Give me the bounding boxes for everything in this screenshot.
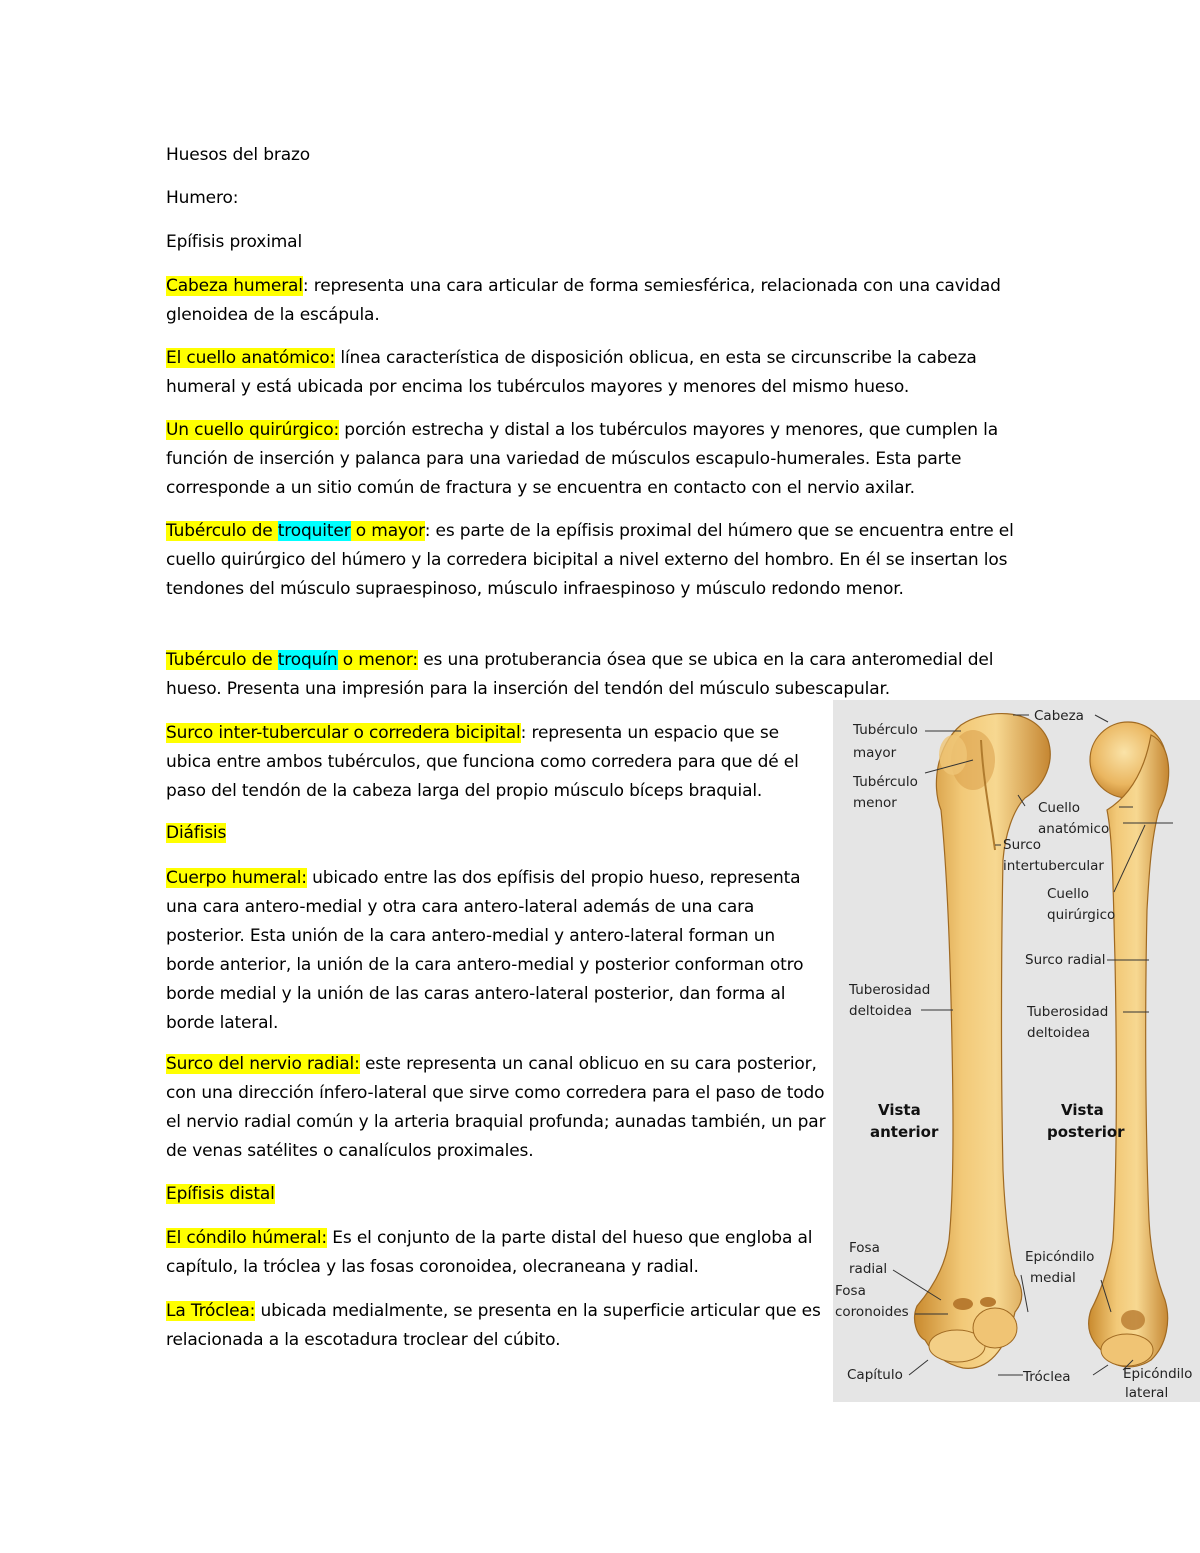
label-fosa-radial-2: radial — [849, 1261, 888, 1277]
term-highlight: El cóndilo húmeral: — [166, 1228, 328, 1248]
term-highlight: Tubérculo de — [166, 650, 278, 670]
label-surco-intertubercular-2: intertubercular — [1003, 858, 1104, 874]
paragraph-surco-nervio-radial — [166, 1050, 826, 1166]
paragraph-text: porción estrecha y distal a los tubérculos mayores y menores, que cumplen la función de inserción y palanca para una variedad de músculos escapulo-humerales. Esta parte corresponde a un sitio común de fractura y se encuentra en contacto con el nervio axilar. — [166, 420, 998, 498]
label-cabeza: Cabeza — [1034, 708, 1084, 724]
label-epicondilo-medial-2: medial — [1030, 1270, 1076, 1286]
document-subtitle: Humero: — [166, 188, 239, 208]
label-vista-anterior-2: anterior — [870, 1123, 939, 1141]
paragraph-text: : representa un espacio que se ubica entre ambos tubérculos, que funciona como corredera para que dé el paso del tendón de la cabeza larga del propio músculo bíceps braquial. — [166, 723, 799, 801]
label-tuberculo-menor-1: Tubérculo — [853, 774, 918, 790]
label-epicondilo-medial-1: Epicóndilo — [1025, 1249, 1095, 1265]
label-tuberculo-mayor-1: Tubérculo — [853, 722, 918, 738]
paragraph-troquiter — [166, 517, 1046, 604]
term-highlight: Un cuello quirúrgico: — [166, 420, 340, 440]
term-highlight: o mayor — [350, 521, 425, 541]
label-tuberculo-menor-2: menor — [853, 795, 897, 811]
label-vista-posterior-2: posterior — [1047, 1123, 1125, 1141]
section-heading-diafisis — [166, 819, 826, 848]
label-fosa-coronoides-1: Fosa — [835, 1283, 866, 1299]
term-highlight: Diáfisis — [166, 823, 227, 843]
label-vista-posterior-1: Vista — [1061, 1101, 1104, 1119]
paragraph-text: : es parte de la epífisis proximal del húmero que se encuentra entre el cuello quirúrgico del húmero y la corredera bicipital a nivel externo del hombro. En él se insertan los tendones del músculo supraespinoso, músculo infraespinoso y músculo redondo menor. — [166, 521, 1014, 599]
term-highlight: Tubérculo de — [166, 521, 278, 541]
label-surco-radial: Surco radial — [1025, 952, 1106, 968]
paragraph-cabeza-humeral — [166, 272, 1046, 330]
label-epicondilo-lateral-1: Epicóndilo — [1123, 1366, 1193, 1382]
paragraph-text: es una protuberancia ósea que se ubica en la cara anteromedial del hueso. Presenta una impresión para la inserción del tendón del músculo subescapular. — [166, 650, 994, 699]
paragraph-text: : representa una cara articular de forma semiesférica, relacionada con una cavidad glenoidea de la escápula. — [166, 276, 1001, 325]
paragraph-text: Es el conjunto de la parte distal del hueso que engloba al capítulo, la tróclea y las fosas coronoidea, olecraneana y radial. — [166, 1228, 813, 1277]
term-highlight-cyan: troquín — [277, 650, 338, 670]
paragraph-cuello-anatomico — [166, 344, 1046, 402]
label-capitulo: Capítulo — [847, 1367, 903, 1383]
section-heading-distal — [166, 1180, 826, 1209]
paragraph-troclea — [166, 1297, 826, 1355]
label-vista-anterior-1: Vista — [878, 1101, 921, 1119]
label-cuello-quirurgico-2: quirúrgico — [1047, 907, 1116, 923]
label-fosa-radial-1: Fosa — [849, 1240, 880, 1256]
term-highlight: Epífisis distal — [166, 1184, 275, 1204]
paragraph-surco-intertubercular — [166, 719, 826, 806]
document-title: Huesos del brazo — [166, 145, 311, 165]
paragraph-text: este representa un canal oblicuo en su cara posterior, con una dirección ínfero-lateral que sirve como corredera para el paso de todo el nervio radial común y la arteria braquial profunda; aunadas también, un par de venas satélites o canalículos proximales. — [166, 1054, 826, 1161]
label-surco-intertubercular-1: Surco — [1003, 837, 1042, 853]
label-epicondilo-lateral-2: lateral — [1125, 1385, 1169, 1401]
paragraph-text: ubicada medialmente, se presenta en la superficie articular que es relacionada a la escotadura troclear del cúbito. — [166, 1301, 821, 1350]
term-highlight-cyan: troquiter — [277, 521, 351, 541]
paragraph-text: ubicado entre las dos epífisis del propio hueso, representa una cara antero-medial y otra cara antero-lateral además de una cara posterior. Esta unión de la cara antero-medial y antero-lateral forman un borde anterior, la unión de la cara antero-medial y posterior conforman otro borde medial y la unión de las caras antero-lateral posterior, dan forma al borde lateral. — [166, 868, 804, 1033]
paragraph-troquin — [166, 646, 1046, 704]
term-highlight: Surco del nervio radial: — [166, 1054, 360, 1074]
humerus-illustration — [833, 700, 1200, 1402]
paragraph-cuello-quirurgico — [166, 416, 1034, 503]
label-tuberosidad-deltoidea-ant-2: deltoidea — [849, 1003, 913, 1019]
label-troclea: Tróclea — [1023, 1369, 1071, 1385]
paragraph-text: línea característica de disposición oblicua, en esta se circunscribe la cabeza humeral y está ubicada por encima los tubérculos mayores y menores del mismo hueso. — [166, 348, 977, 397]
label-tuberosidad-deltoidea-ant-1: Tuberosidad — [849, 982, 931, 998]
term-highlight: La Tróclea: — [166, 1301, 256, 1321]
posterior-humerus-bone — [1089, 722, 1169, 1367]
term-highlight: Surco inter-tubercular o corredera bicipital — [166, 723, 521, 743]
label-tuberosidad-deltoidea-post-1: Tuberosidad — [1027, 1004, 1109, 1020]
paragraph-cuerpo-humeral — [166, 864, 826, 1038]
term-highlight: Cabeza humeral — [166, 276, 303, 296]
section-heading-proximal: Epífisis proximal — [166, 232, 303, 252]
term-highlight: o menor: — [337, 650, 418, 670]
label-cuello-quirurgico-1: Cuello — [1047, 886, 1090, 902]
term-highlight: El cuello anatómico: — [166, 348, 336, 368]
term-highlight: Cuerpo humeral: — [166, 868, 307, 888]
label-tuberosidad-deltoidea-post-2: deltoidea — [1027, 1025, 1091, 1041]
label-cuello-anatomico-1: Cuello — [1038, 800, 1081, 816]
paragraph-condilo-humeral — [166, 1224, 826, 1282]
label-fosa-coronoides-2: coronoides — [835, 1304, 909, 1320]
humerus-diagram — [833, 700, 1200, 1402]
label-tuberculo-mayor-2: mayor — [853, 745, 897, 761]
label-cuello-anatomico-2: anatómico — [1038, 821, 1110, 837]
